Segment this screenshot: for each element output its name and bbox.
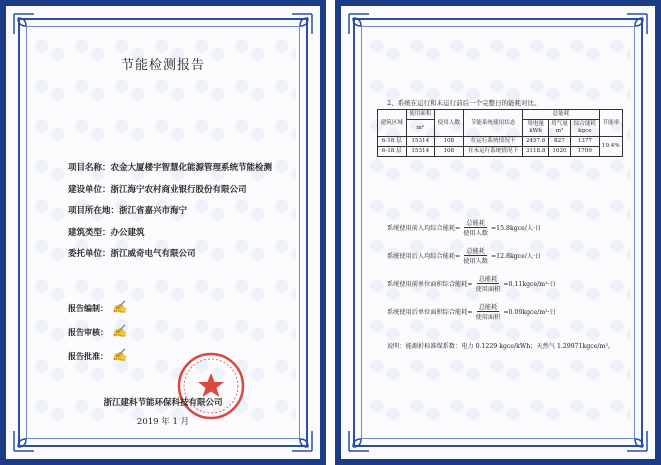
cell-usearea: 15314 <box>406 147 435 157</box>
signature-block <box>68 296 127 368</box>
fraction-numerator: 总能耗 <box>478 276 498 283</box>
cell-comp: 1709 <box>571 147 600 157</box>
handwritten-signature: ✍ <box>112 348 127 362</box>
corner-ornament-icon <box>12 12 40 40</box>
fraction-denominator: 使用面积 <box>475 286 501 293</box>
fraction-numerator: 总能耗 <box>478 304 498 311</box>
cell-elec: 2457.6 <box>523 137 548 147</box>
info-value: 浙江威奇电气有限公司 <box>110 249 196 259</box>
signature-key: 报告批准： <box>68 351 108 361</box>
cell-rate: 19.4% <box>599 137 622 157</box>
cell-usearea: 15314 <box>406 137 435 147</box>
table-header-row <box>378 110 623 120</box>
formula-label: 系统使用前人均综合能耗= <box>387 225 461 232</box>
cell-users: 108 <box>435 137 464 147</box>
unit-comp: kgce <box>578 128 592 134</box>
cell-users: 108 <box>435 147 464 157</box>
cell-gas: 827 <box>548 137 570 147</box>
company-seal-stamp <box>176 351 246 421</box>
table-row <box>378 147 623 157</box>
corner-ornament-icon <box>286 12 314 40</box>
unit-cell: m² <box>406 120 435 137</box>
header-cell <box>523 120 548 137</box>
formula-per-capita-after <box>387 246 541 265</box>
cell-area: 6-18 层 <box>378 147 407 157</box>
handwritten-signature: ✍ <box>112 300 127 314</box>
info-key: 委托单位： <box>68 249 111 259</box>
formula-fraction <box>461 246 490 265</box>
cell-comp: 1377 <box>571 137 600 147</box>
signature-key: 报告编制： <box>68 303 108 313</box>
header-cell <box>571 120 600 137</box>
fraction-numerator: 总能耗 <box>466 220 485 227</box>
corner-ornament-icon <box>621 12 649 40</box>
paper-sheet <box>341 6 655 459</box>
info-row-client <box>68 180 272 202</box>
header-cell: 使用人数 <box>435 110 464 137</box>
page-divider <box>326 0 335 465</box>
info-row-commissioner <box>68 244 272 266</box>
report-title: 节能检测报告 <box>120 58 205 73</box>
signature-row-prepared <box>68 296 127 320</box>
project-info <box>68 158 272 266</box>
info-key: 建筑类型： <box>68 227 111 238</box>
conversion-note: 说明：能源折标准煤系数：电力 0.1229 kgce/kWh；天然气 1.29971kgce/m³。 <box>387 343 614 350</box>
header-elec: 用电量 <box>527 121 545 127</box>
issuing-company: 浙江建科节能环保科技有限公司 <box>103 398 223 408</box>
paper-sheet <box>6 6 320 459</box>
header-cell: 建筑区域 <box>378 110 407 137</box>
fraction-numerator: 总能耗 <box>466 248 485 255</box>
formula-per-capita-before <box>387 218 541 237</box>
cell-area: 6-18 层 <box>378 137 407 147</box>
signature-row-approved <box>68 344 127 368</box>
energy-comparison-page <box>335 0 661 465</box>
fraction-denominator: 使用人数 <box>463 230 488 237</box>
formula-label: 系统使用后人均综合能耗= <box>387 253 461 260</box>
formula-result: =12.8kgce/人·日 <box>491 253 542 260</box>
info-value: 浙江省嘉兴市海宁 <box>119 206 188 216</box>
header-cell: 总能耗 <box>523 110 599 120</box>
header-gas: 用气量 <box>551 121 568 127</box>
table-row <box>378 137 623 147</box>
header-cell <box>548 120 570 137</box>
issue-date: 2019 年 1 月 <box>136 417 190 427</box>
formula-fraction <box>474 302 503 321</box>
formula-per-area-after <box>387 302 556 321</box>
signature-row-reviewed <box>68 320 127 344</box>
header-cell: 节能率 <box>599 110 622 137</box>
info-row-location <box>68 201 272 223</box>
formula-label: 系统使用前单位面积综合能耗= <box>387 281 473 288</box>
info-key: 项目名称： <box>68 163 111 173</box>
info-key: 项目所在地： <box>68 206 120 216</box>
fraction-denominator: 使用人数 <box>463 258 488 265</box>
corner-ornament-icon <box>12 425 40 453</box>
header-cell: 使用面积 <box>406 110 435 120</box>
info-value: 农金大厦楼宇智慧化能源管理系统节能检测 <box>110 163 273 173</box>
info-row-building-type <box>68 223 272 245</box>
unit-elec: kWh <box>529 128 543 134</box>
corner-ornament-icon <box>347 12 375 40</box>
cell-state: 在运行系统情况下 <box>463 137 523 147</box>
section-heading: 2、系统在运行和未运行前后一个完整日的能耗对比。 <box>387 99 541 107</box>
corner-ornament-icon <box>286 425 314 453</box>
header-comp: 综合能耗 <box>573 121 597 127</box>
formula-label: 系统使用后单位面积综合能耗= <box>387 309 473 316</box>
formula-result: =0.09kgce/m²·日 <box>503 309 556 316</box>
formula-fraction <box>474 274 503 293</box>
info-key: 建设单位： <box>68 184 111 195</box>
info-row-project-name <box>68 158 272 180</box>
formula-per-area-before <box>387 274 556 293</box>
cell-state: 在未运行系统情况下 <box>463 147 523 157</box>
formula-result: =15.8kgce/人·日 <box>491 225 542 232</box>
formula-result: =0.11kgce/m²·日 <box>503 281 556 288</box>
formula-fraction <box>461 218 490 237</box>
header-cell: 节能系统使用状态 <box>463 110 523 137</box>
cell-elec: 3118.8 <box>523 147 548 157</box>
cell-gas: 1020 <box>548 147 570 157</box>
fraction-denominator: 使用面积 <box>475 314 501 321</box>
energy-comparison-table <box>377 109 623 157</box>
info-value: 办公建筑 <box>110 227 145 238</box>
handwritten-signature: ✍ <box>112 324 127 338</box>
corner-ornament-icon <box>621 425 649 453</box>
signature-key: 报告审核： <box>68 327 108 337</box>
corner-ornament-icon <box>347 425 375 453</box>
unit-gas: m³ <box>555 128 564 134</box>
report-cover-page <box>0 0 326 465</box>
info-value: 浙江海宁农村商业银行股份有限公司 <box>110 184 247 195</box>
